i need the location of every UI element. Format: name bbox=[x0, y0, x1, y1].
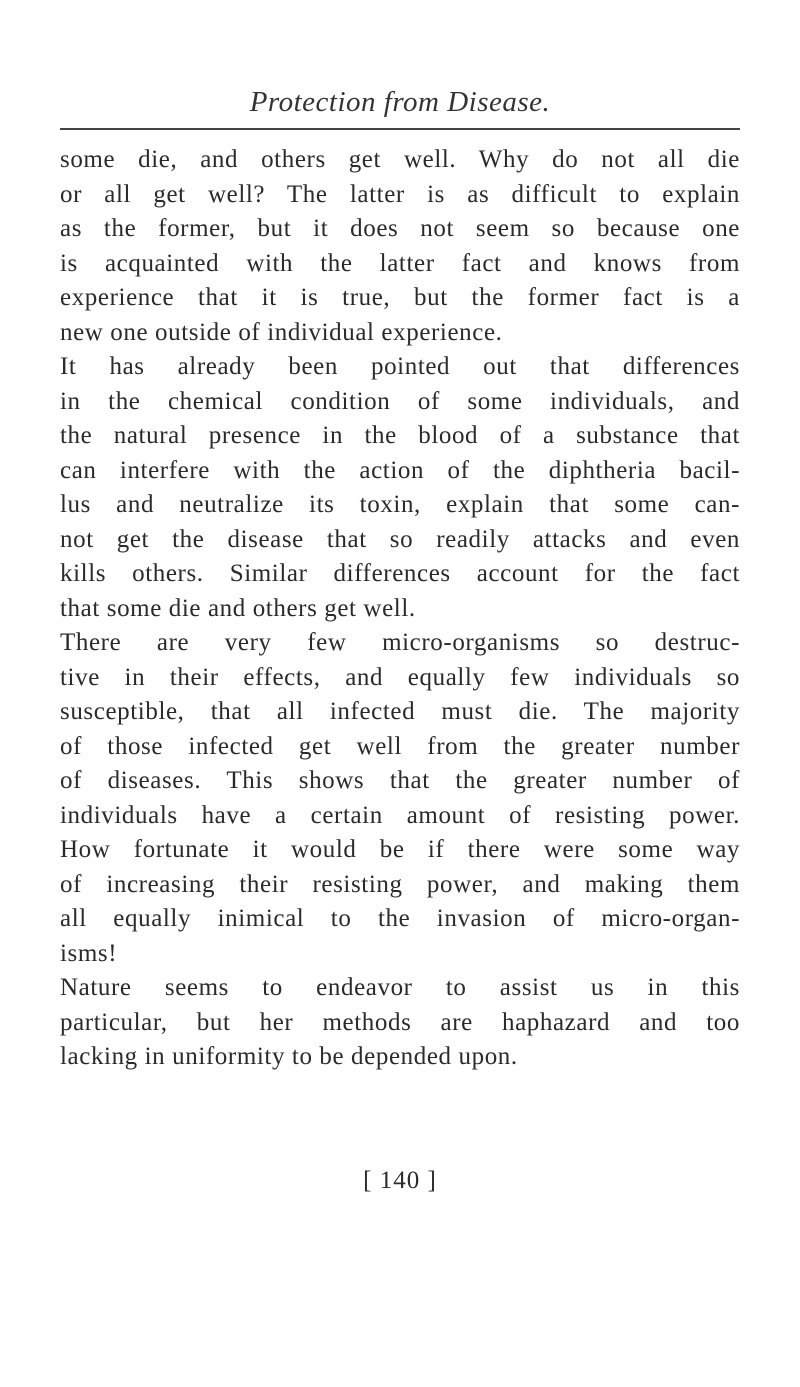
running-head: Protection from Disease. bbox=[249, 86, 551, 118]
body-text bbox=[60, 143, 740, 1075]
text-line: isms! bbox=[60, 939, 118, 967]
text-line: susceptible, that all infected must die. The majority bbox=[60, 698, 740, 725]
page-number: [ 140 ] bbox=[363, 1167, 437, 1194]
text-line: Nature seems to endeavor to assist us in this bbox=[60, 974, 740, 1001]
text-line: lus and neutralize its toxin, explain that some can- bbox=[60, 491, 740, 518]
text-line: the natural presence in the blood of a substance that bbox=[60, 422, 740, 449]
text-line: that some die and others get well. bbox=[60, 594, 416, 622]
text-line: of diseases. This shows that the greater number of bbox=[60, 767, 740, 794]
text-line: new one outside of individual experience. bbox=[60, 318, 503, 346]
text-line: of increasing their resisting power, and making them bbox=[60, 870, 740, 898]
text-line: some die, and others get well. Why do not all die bbox=[60, 146, 740, 173]
text-line: lacking in uniformity to be depended upon. bbox=[60, 1043, 518, 1070]
text-line: is acquainted with the latter fact and knows from bbox=[60, 249, 740, 277]
text-line: It has already been pointed out that differences bbox=[60, 353, 740, 380]
text-line: How fortunate it would be if there were some way bbox=[60, 836, 740, 863]
text-line: kills others. Similar differences account for the fact bbox=[60, 560, 740, 587]
text-line: individuals have a certain amount of resisting power. bbox=[60, 801, 740, 829]
text-line: particular, but her methods are haphazard and too bbox=[60, 1008, 740, 1036]
text-line: tive in their effects, and equally few individuals so bbox=[60, 663, 740, 691]
text-line: of those infected get well from the greater number bbox=[60, 732, 740, 760]
text-line: can interfere with the action of the diphtheria bacil- bbox=[60, 456, 740, 484]
text-line: all equally inimical to the invasion of micro-organ- bbox=[60, 905, 740, 932]
text-line: or all get well? The latter is as difficult to explain bbox=[60, 180, 740, 208]
text-line: not get the disease that so readily attacks and even bbox=[60, 525, 740, 553]
header-rule bbox=[60, 128, 740, 130]
text-line: as the former, but it does not seem so because one bbox=[60, 215, 740, 242]
text-line: in the chemical condition of some individuals, and bbox=[60, 387, 740, 415]
text-line: There are very few micro-organisms so destruc- bbox=[60, 629, 740, 656]
text-line: experience that it is true, but the former fact is a bbox=[60, 284, 740, 311]
